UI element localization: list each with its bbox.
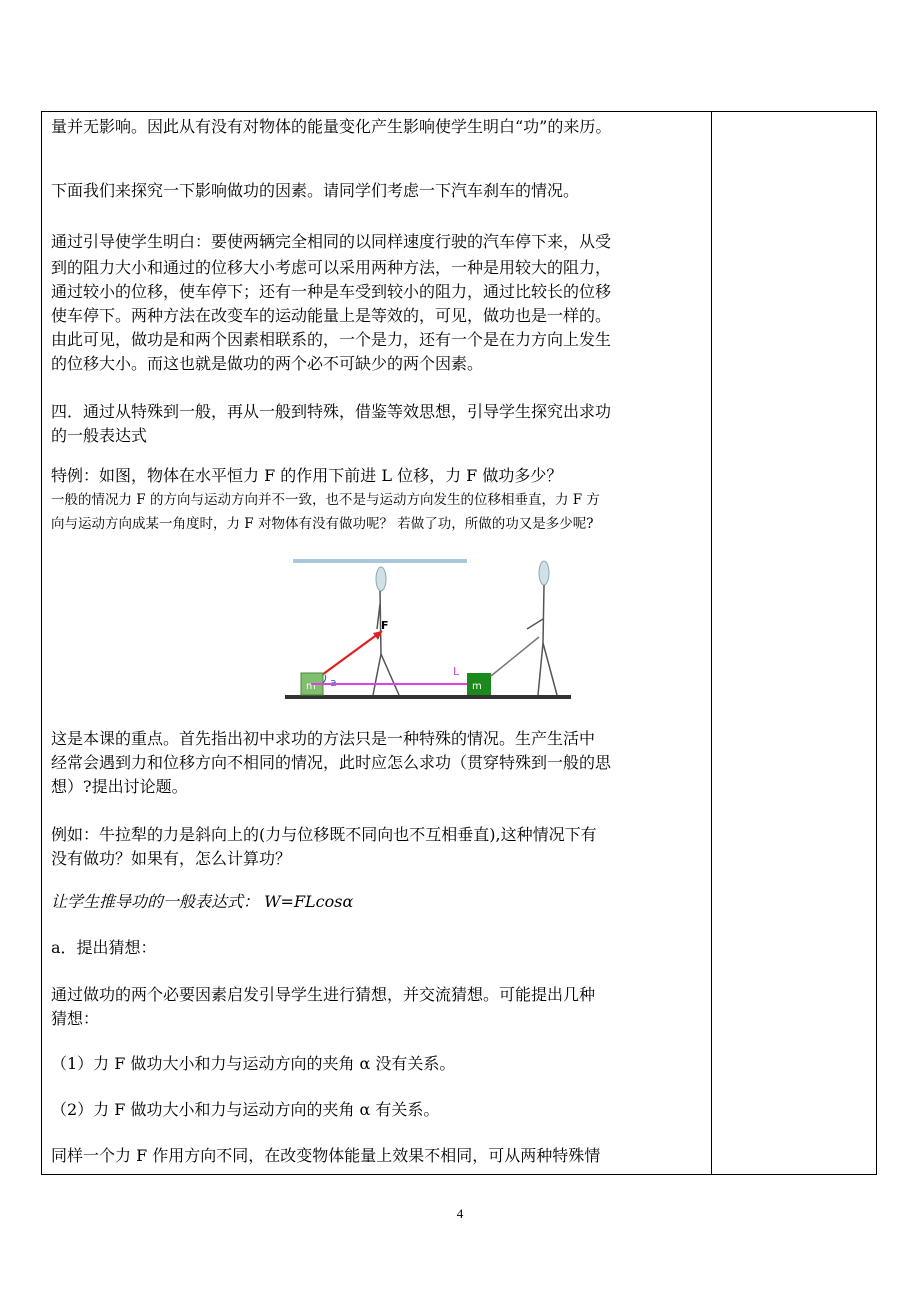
paragraph-direction-effect: 同样一个力 F 作用方向不同，在改变物体能量上效果不相同，可从两种特殊情 [51, 1146, 601, 1165]
paragraph-derive-formula: 让学生推导功的一般表达式： W=FLcosα [51, 892, 354, 911]
paragraph-plow-example-line1: 例如：牛拉犁的力是斜向上的(力与位移既不同向也不互相垂直),这种情况下有 [51, 825, 597, 844]
paragraph-hypothesis-line1: 通过做功的两个必要因素启发引导学生进行猜想，并交流猜想。可能提出几种 [51, 985, 596, 1004]
paragraph-general-case-line2: 向与运动方向成某一角度时，力 F 对物体有没有做功呢？ 若做了功，所做的功又是多少呢? [51, 516, 594, 532]
paragraph-key-point-line3: 想）?提出讨论题。 [51, 777, 188, 796]
paragraph-hypothesis-heading: a．提出猜想： [51, 938, 157, 957]
rope-line [491, 637, 539, 676]
person-head-left [376, 567, 386, 591]
paragraph-plow-example-line2: 没有做功？如果有，怎么计算功？ [51, 849, 292, 868]
figure-top-strip [293, 559, 467, 563]
paragraph-guide-line1: 通过引导使学生明白：要使两辆完全相同的以同样速度行驶的汽车停下来，从受 [51, 232, 612, 251]
paragraph-general-case-line1: 一般的情况力 F 的方向与运动方向并不一致，也不是与运动方向发生的位移相垂直，力 F 方 [51, 492, 600, 508]
paragraph-key-point-line2: 经常会遇到力和位移方向不相同的情况，此时应怎么求功（贯穿特殊到一般的思 [51, 753, 612, 772]
paragraph-guide-line3: 通过较小的位移，使车停下；还有一种是车受到较小的阻力，通过比较长的位移 [51, 282, 612, 301]
paragraph-guide-line4: 使车停下。两种方法在改变车的运动能量上是等效的，可见，做功也是一样的。 [51, 306, 612, 325]
section-four-heading-line2: 的一般表达式 [51, 426, 148, 445]
block-left-label: m [306, 681, 316, 692]
ground-line [285, 695, 571, 699]
paragraph-explore-factors: 下面我们来探究一下影响做功的因素。请同学们考虑一下汽车刹车的情况。 [51, 181, 580, 200]
paragraph-hypothesis-line2: 猜想： [51, 1009, 100, 1028]
block-right-label: m [472, 681, 482, 692]
column-divider [711, 112, 712, 1174]
paragraph-guide-line6: 的位移大小。而这也就是做功的两个必不可缺少的两个因素。 [51, 354, 484, 373]
force-label: F [381, 619, 389, 632]
page-number: 4 [456, 1206, 464, 1221]
paragraph-special-case: 特例：如图，物体在水平恒力 F 的作用下前进 L 位移，力 F 做功多少？ [51, 466, 563, 485]
paragraph-guide-line2: 到的阻力大小和通过的位移大小考虑可以采用两种方法，一种是用较大的阻力， [51, 258, 612, 277]
force-diagram [285, 559, 571, 707]
paragraph-hypothesis-one: （1）力 F 做功大小和力与运动方向的夹角 α 没有关系。 [51, 1054, 456, 1073]
displacement-label: L [453, 665, 460, 678]
angle-label: a [330, 676, 337, 689]
person-head-right [539, 561, 549, 585]
section-four-heading-line1: 四．通过从特殊到一般，再从一般到特殊，借鉴等效思想，引导学生探究出求功 [51, 402, 612, 421]
paragraph-energy-intro: 量并无影响。因此从有没有对物体的能量变化产生影响使学生明白“功”的来历。 [51, 117, 612, 136]
paragraph-key-point-line1: 这是本课的重点。首先指出初中求功的方法只是一种特殊的情况。生产生活中 [51, 729, 596, 748]
lesson-table [41, 111, 877, 1175]
paragraph-guide-line5: 由此可见，做功是和两个因素相联系的，一个是力，还有一个是在力方向上发生 [51, 330, 612, 349]
paragraph-hypothesis-two: （2）力 F 做功大小和力与运动方向的夹角 α 有关系。 [51, 1100, 440, 1119]
